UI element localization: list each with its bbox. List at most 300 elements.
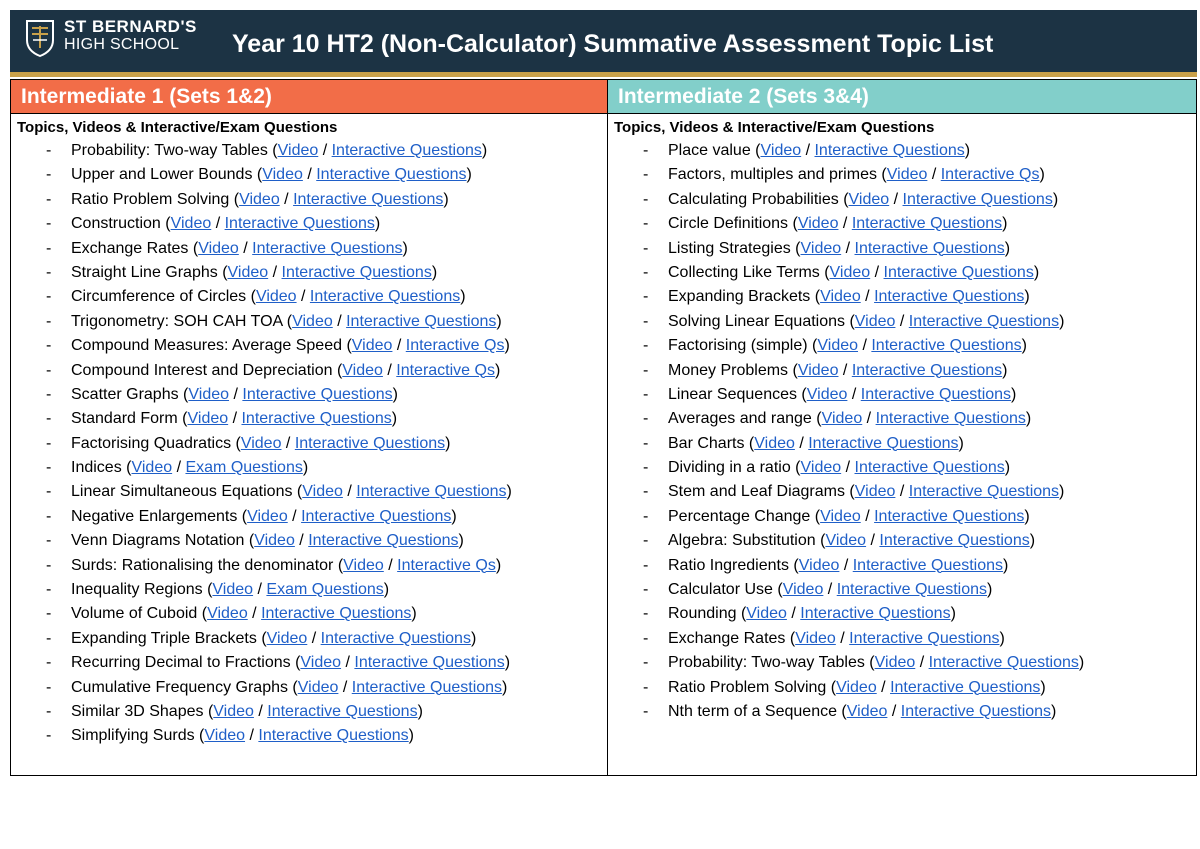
questions-link[interactable]: Interactive Questions (854, 239, 1005, 257)
paren-close: ) (1011, 385, 1017, 403)
paren-close: ) (506, 483, 512, 501)
questions-link[interactable]: Interactive Questions (281, 263, 432, 281)
paren-open: ( (785, 629, 796, 647)
paren-close: ) (1004, 459, 1011, 477)
list-item (11, 310, 607, 334)
video-link[interactable]: Video (254, 532, 295, 550)
slash-separator: / (927, 166, 941, 184)
questions-link[interactable]: Interactive Questions (808, 434, 959, 452)
questions-link[interactable]: Interactive Qs (397, 556, 496, 574)
slash-separator: / (211, 215, 225, 233)
paren-close: ) (302, 459, 309, 477)
slash-separator: / (338, 678, 352, 696)
list-dash: - (643, 239, 649, 257)
video-link[interactable]: Video (854, 312, 896, 330)
list-item (608, 407, 1196, 431)
paren-close: ) (950, 605, 956, 623)
paren-open: ( (160, 215, 171, 233)
slash-separator: / (268, 263, 282, 281)
topic-name: Expanding Triple Brackets (71, 629, 257, 647)
list-dash: - (46, 166, 52, 184)
list-item (608, 505, 1196, 529)
topic-list (608, 139, 1196, 724)
video-link[interactable]: Video (760, 142, 802, 159)
paren-close: ) (460, 288, 466, 306)
questions-link[interactable]: Interactive Questions (851, 361, 1003, 379)
video-link[interactable]: Video (239, 190, 280, 208)
questions-link[interactable]: Interactive Questions (890, 678, 1041, 696)
list-item (11, 432, 607, 456)
paren-open: ( (815, 532, 826, 550)
questions-link[interactable]: Interactive Questions (800, 605, 951, 623)
list-dash: - (643, 166, 649, 184)
questions-link[interactable]: Interactive Questions (354, 654, 505, 672)
paren-open: ( (188, 239, 199, 257)
list-dash: - (643, 507, 649, 525)
questions-link[interactable]: Interactive Questions (879, 532, 1030, 550)
paren-close: ) (445, 434, 451, 452)
questions-link[interactable]: Interactive Questions (346, 312, 497, 330)
questions-link[interactable]: Interactive Questions (293, 190, 444, 208)
topic-list-page (10, 10, 1197, 775)
topic-name: Nth term of a Sequence (668, 702, 837, 720)
video-link[interactable]: Video (836, 678, 877, 696)
list-item (608, 676, 1196, 700)
header-banner (10, 10, 1197, 72)
video-link[interactable]: Video (886, 166, 928, 184)
paren-open: ( (332, 361, 343, 379)
list-dash: - (643, 190, 649, 208)
video-link[interactable]: Video (820, 507, 861, 525)
list-dash: - (46, 727, 52, 745)
questions-link[interactable]: Interactive Questions (908, 312, 1060, 330)
list-item (11, 529, 607, 553)
list-item (608, 310, 1196, 334)
video-link[interactable]: Video (292, 312, 333, 330)
list-item (608, 383, 1196, 407)
list-item (608, 529, 1196, 553)
video-link[interactable]: Video (131, 459, 173, 477)
slash-separator: / (287, 507, 302, 525)
list-item (11, 407, 607, 431)
questions-link[interactable]: Interactive Questions (242, 385, 393, 403)
list-dash: - (643, 337, 649, 355)
video-link[interactable]: Video (212, 581, 254, 599)
questions-link[interactable]: Interactive Questions (851, 215, 1003, 233)
list-item (11, 188, 607, 212)
questions-link[interactable]: Interactive Questions (294, 434, 446, 452)
questions-link[interactable]: Exam Questions (266, 581, 384, 599)
list-item (608, 432, 1196, 456)
questions-link[interactable]: Interactive Questions (875, 410, 1026, 428)
video-link[interactable]: Video (255, 288, 297, 306)
list-dash: - (46, 337, 52, 355)
video-link[interactable]: Video (187, 410, 229, 428)
questions-link[interactable]: Interactive Questions (836, 581, 987, 599)
questions-link[interactable]: Interactive Questions (261, 605, 412, 623)
paren-close: ) (1051, 702, 1057, 720)
video-link[interactable]: Video (297, 678, 339, 696)
topic-name: Exchange Rates (668, 629, 786, 647)
video-link[interactable]: Video (782, 581, 824, 599)
topic-name: Trigonometry: SOH CAH TOA (71, 312, 283, 330)
paren-open: ( (826, 678, 837, 696)
slash-separator: / (794, 434, 809, 452)
questions-link[interactable]: Interactive Questions (871, 337, 1022, 355)
list-dash: - (643, 581, 649, 599)
slash-separator: / (915, 654, 929, 672)
questions-link[interactable]: Interactive Questions (928, 654, 1079, 672)
video-link[interactable]: Video (188, 385, 230, 403)
paren-close: ) (431, 263, 438, 281)
list-dash: - (643, 263, 649, 281)
questions-link[interactable]: Interactive Questions (301, 507, 452, 525)
questions-link[interactable]: Interactive Qs (405, 337, 505, 355)
topic-name: Probability: Two-way Tables (668, 654, 865, 672)
topic-name: Straight Line Graphs (71, 263, 218, 281)
paren-close: ) (1002, 361, 1008, 379)
slash-separator: / (895, 483, 909, 501)
questions-link[interactable]: Interactive Questions (320, 629, 471, 647)
paren-open: ( (810, 507, 821, 525)
questions-link[interactable]: Interactive Questions (356, 483, 507, 501)
paren-open: ( (736, 605, 747, 623)
list-dash: - (643, 312, 649, 330)
video-link[interactable]: Video (266, 629, 308, 647)
questions-link[interactable]: Interactive Questions (874, 507, 1025, 525)
slash-separator: / (238, 239, 253, 257)
questions-link[interactable]: Interactive Questions (308, 532, 459, 550)
page-title: Year 10 HT2 (Non-Calculator) Summative Assessment Topic List (232, 30, 994, 58)
paren-open: ( (256, 629, 267, 647)
slash-separator: / (228, 410, 242, 428)
video-link[interactable]: Video (797, 361, 839, 379)
video-link[interactable]: Video (300, 654, 342, 672)
paren-close: ) (1021, 337, 1027, 355)
questions-link[interactable]: Interactive Questions (874, 288, 1025, 306)
video-link[interactable]: Video (817, 337, 859, 355)
paren-close: ) (1059, 312, 1065, 330)
video-link[interactable]: Video (800, 239, 842, 257)
list-dash: - (643, 483, 649, 501)
video-link[interactable]: Video (874, 654, 916, 672)
list-item (11, 554, 607, 578)
slash-separator: / (839, 556, 853, 574)
video-link[interactable]: Video (795, 629, 836, 647)
paren-open: ( (333, 556, 344, 574)
list-item (11, 505, 607, 529)
paren-open: ( (252, 166, 263, 184)
questions-link[interactable]: Interactive Questions (267, 702, 418, 720)
topic-name: Averages and range (668, 410, 812, 428)
list-item (608, 456, 1196, 480)
list-dash: - (46, 507, 52, 525)
paren-close: ) (411, 605, 417, 623)
list-dash: - (46, 288, 52, 306)
list-item (608, 188, 1196, 212)
video-link[interactable]: Video (198, 239, 239, 257)
questions-link[interactable]: Interactive Qs (396, 361, 495, 379)
list-dash: - (46, 702, 52, 720)
topic-name: Circumference of Circles (71, 288, 247, 306)
questions-link[interactable]: Interactive Questions (309, 288, 461, 306)
slash-separator: / (870, 263, 884, 281)
video-link[interactable]: Video (746, 605, 787, 623)
topic-name: Similar 3D Shapes (71, 702, 204, 720)
list-item (11, 139, 607, 163)
slash-separator: / (838, 215, 852, 233)
video-link[interactable]: Video (342, 361, 383, 379)
paren-close: ) (1004, 239, 1011, 257)
video-link[interactable]: Video (797, 215, 839, 233)
paren-open: ( (819, 263, 830, 281)
video-link[interactable]: Video (277, 142, 319, 159)
paren-close: ) (495, 556, 502, 574)
video-link[interactable]: Video (207, 605, 248, 623)
questions-link[interactable]: Interactive Questions (814, 142, 965, 159)
column-heading: Intermediate 2 (Sets 3&4) (608, 80, 1196, 114)
video-link[interactable]: Video (825, 532, 867, 550)
topics-table (10, 79, 1197, 776)
paren-close: ) (1039, 166, 1045, 184)
questions-link[interactable]: Interactive Questions (860, 385, 1012, 403)
topic-name: Rounding (668, 605, 737, 623)
list-dash: - (643, 702, 649, 720)
paren-close: ) (1003, 556, 1009, 574)
slash-separator: / (253, 702, 268, 720)
questions-link[interactable]: Interactive Questions (331, 142, 482, 159)
paren-open: ( (267, 142, 278, 159)
column-heading: Intermediate 1 (Sets 1&2) (11, 80, 607, 114)
questions-link[interactable]: Exam Questions (185, 459, 303, 477)
slash-separator: / (847, 385, 861, 403)
video-link[interactable]: Video (170, 215, 212, 233)
questions-link[interactable]: Interactive Questions (900, 702, 1052, 720)
list-item (608, 334, 1196, 358)
slash-separator: / (860, 288, 875, 306)
questions-link[interactable]: Interactive Questions (258, 727, 409, 745)
list-item (11, 578, 607, 602)
questions-link[interactable]: Interactive Questions (241, 410, 392, 428)
paren-close: ) (470, 629, 477, 647)
questions-link[interactable]: Interactive Questions (351, 678, 503, 696)
column-subheading: Topics, Videos & Interactive/Exam Questions (17, 119, 338, 136)
topic-name: Recurring Decimal to Fractions (71, 654, 291, 672)
paren-close: ) (1002, 215, 1008, 233)
paren-open: ( (342, 337, 352, 355)
paren-open: ( (788, 361, 798, 379)
paren-open: ( (287, 678, 298, 696)
list-dash: - (643, 361, 649, 379)
questions-link[interactable]: Interactive Questions (852, 556, 1004, 574)
slash-separator: / (889, 190, 903, 208)
video-link[interactable]: Video (262, 166, 303, 184)
video-link[interactable]: Video (351, 337, 393, 355)
video-link[interactable]: Video (227, 263, 269, 281)
video-link[interactable]: Video (829, 263, 871, 281)
column-intermediate-1 (11, 80, 608, 775)
video-link[interactable]: Video (240, 434, 282, 452)
slash-separator: / (302, 166, 317, 184)
slash-separator: / (332, 312, 347, 330)
topic-name: Calculating Probabilities (668, 190, 839, 208)
questions-link[interactable]: Interactive Questions (316, 166, 467, 184)
list-dash: - (46, 239, 52, 257)
paren-open: ( (807, 337, 818, 355)
video-link[interactable]: Video (846, 702, 888, 720)
topic-name: Venn Diagrams Notation (71, 532, 245, 550)
questions-link[interactable]: Interactive Questions (908, 483, 1060, 501)
paren-close: ) (1024, 288, 1030, 306)
video-link[interactable]: Video (302, 483, 343, 501)
slash-separator: / (887, 702, 901, 720)
paren-close: ) (402, 239, 408, 257)
paren-open: ( (229, 190, 240, 208)
topic-name: Standard Form (71, 410, 178, 428)
paren-close: ) (999, 629, 1005, 647)
list-item (608, 139, 1196, 163)
list-item (11, 651, 607, 675)
paren-close: ) (964, 142, 971, 159)
questions-link[interactable]: Interactive Questions (849, 629, 1000, 647)
topic-name: Cumulative Frequency Graphs (71, 678, 288, 696)
list-item (11, 383, 607, 407)
list-item (11, 676, 607, 700)
list-dash: - (643, 288, 649, 306)
list-dash: - (46, 190, 52, 208)
slash-separator: / (294, 532, 309, 550)
topic-name: Stem and Leaf Diagrams (668, 483, 845, 501)
video-link[interactable]: Video (798, 556, 840, 574)
list-item (608, 480, 1196, 504)
paren-close: ) (383, 581, 390, 599)
school-name-line2: HIGH SCHOOL (64, 36, 180, 53)
video-link[interactable]: Video (213, 702, 254, 720)
topic-name: Bar Charts (668, 434, 745, 452)
list-dash: - (46, 654, 52, 672)
paren-close: ) (502, 678, 508, 696)
topic-name: Construction (71, 215, 161, 233)
video-link[interactable]: Video (343, 556, 384, 574)
topic-name: Circle Definitions (668, 215, 789, 233)
list-item (11, 359, 607, 383)
list-dash: - (46, 532, 52, 550)
video-link[interactable]: Video (754, 434, 795, 452)
slash-separator: / (801, 142, 815, 159)
paren-close: ) (458, 532, 464, 550)
list-dash: - (643, 629, 649, 647)
list-dash: - (643, 215, 649, 233)
list-dash: - (643, 459, 649, 477)
topic-name: Surds: Rationalising the denominator (71, 556, 334, 574)
paren-open: ( (810, 288, 821, 306)
slash-separator: / (229, 385, 243, 403)
list-item (11, 285, 607, 309)
video-link[interactable]: Video (820, 288, 861, 306)
video-link[interactable]: Video (821, 410, 863, 428)
slash-separator: / (342, 483, 357, 501)
paren-close: ) (494, 361, 501, 379)
video-link[interactable]: Video (806, 385, 848, 403)
paren-open: ( (177, 410, 188, 428)
paren-close: ) (1059, 483, 1065, 501)
slash-separator: / (341, 654, 355, 672)
list-dash: - (46, 361, 52, 379)
list-item (608, 602, 1196, 626)
video-link[interactable]: Video (204, 727, 246, 745)
topic-name: Linear Simultaneous Equations (71, 483, 293, 501)
paren-open: ( (788, 215, 798, 233)
column-subheading: Topics, Videos & Interactive/Exam Questions (614, 119, 935, 136)
list-dash: - (46, 263, 52, 281)
paren-open: ( (838, 190, 849, 208)
video-link[interactable]: Video (848, 190, 890, 208)
list-item (11, 163, 607, 187)
school-name-line1: ST BERNARD'S (64, 17, 197, 36)
topic-name: Ratio Problem Solving (668, 678, 827, 696)
paren-close: ) (408, 727, 414, 745)
list-item (608, 359, 1196, 383)
paren-open: ( (282, 312, 293, 330)
topic-list (11, 139, 607, 749)
list-dash: - (643, 654, 649, 672)
slash-separator: / (318, 142, 332, 159)
questions-link[interactable]: Interactive Questions (902, 190, 1053, 208)
paren-close: ) (496, 312, 502, 330)
video-link[interactable]: Video (854, 483, 896, 501)
paren-open: ( (788, 556, 799, 574)
topic-name: Solving Linear Equations (668, 312, 846, 330)
topic-name: Ratio Ingredients (668, 556, 789, 574)
list-dash: - (46, 215, 52, 233)
paren-close: ) (466, 166, 472, 184)
slash-separator: / (895, 312, 909, 330)
questions-link[interactable]: Interactive Questions (252, 239, 403, 257)
slash-separator: / (841, 459, 855, 477)
list-item (11, 480, 607, 504)
slash-separator: / (841, 239, 855, 257)
paren-open: ( (231, 434, 241, 452)
list-dash: - (643, 434, 649, 452)
list-item (11, 261, 607, 285)
list-dash: - (46, 410, 52, 428)
questions-link[interactable]: Interactive Questions (224, 215, 375, 233)
slash-separator: / (247, 605, 262, 623)
questions-link[interactable]: Interactive Questions (883, 263, 1034, 281)
school-name (64, 18, 197, 54)
list-item (11, 334, 607, 358)
questions-link[interactable]: Interactive Qs (940, 166, 1040, 184)
list-item (608, 578, 1196, 602)
slash-separator: / (245, 727, 259, 745)
topic-name: Factorising Quadratics (71, 434, 232, 452)
slash-separator: / (858, 337, 872, 355)
slash-separator: / (786, 605, 801, 623)
video-link[interactable]: Video (247, 507, 288, 525)
topic-name: Collecting Like Terms (668, 263, 820, 281)
questions-link[interactable]: Interactive Questions (854, 459, 1005, 477)
paren-close: ) (451, 507, 457, 525)
list-item (11, 456, 607, 480)
list-item (608, 627, 1196, 651)
paren-close: ) (504, 337, 510, 355)
video-link[interactable]: Video (800, 459, 842, 477)
list-dash: - (46, 605, 52, 623)
slash-separator: / (862, 410, 876, 428)
list-dash: - (46, 459, 52, 477)
topic-name: Expanding Brackets (668, 288, 811, 306)
list-dash: - (46, 434, 52, 452)
